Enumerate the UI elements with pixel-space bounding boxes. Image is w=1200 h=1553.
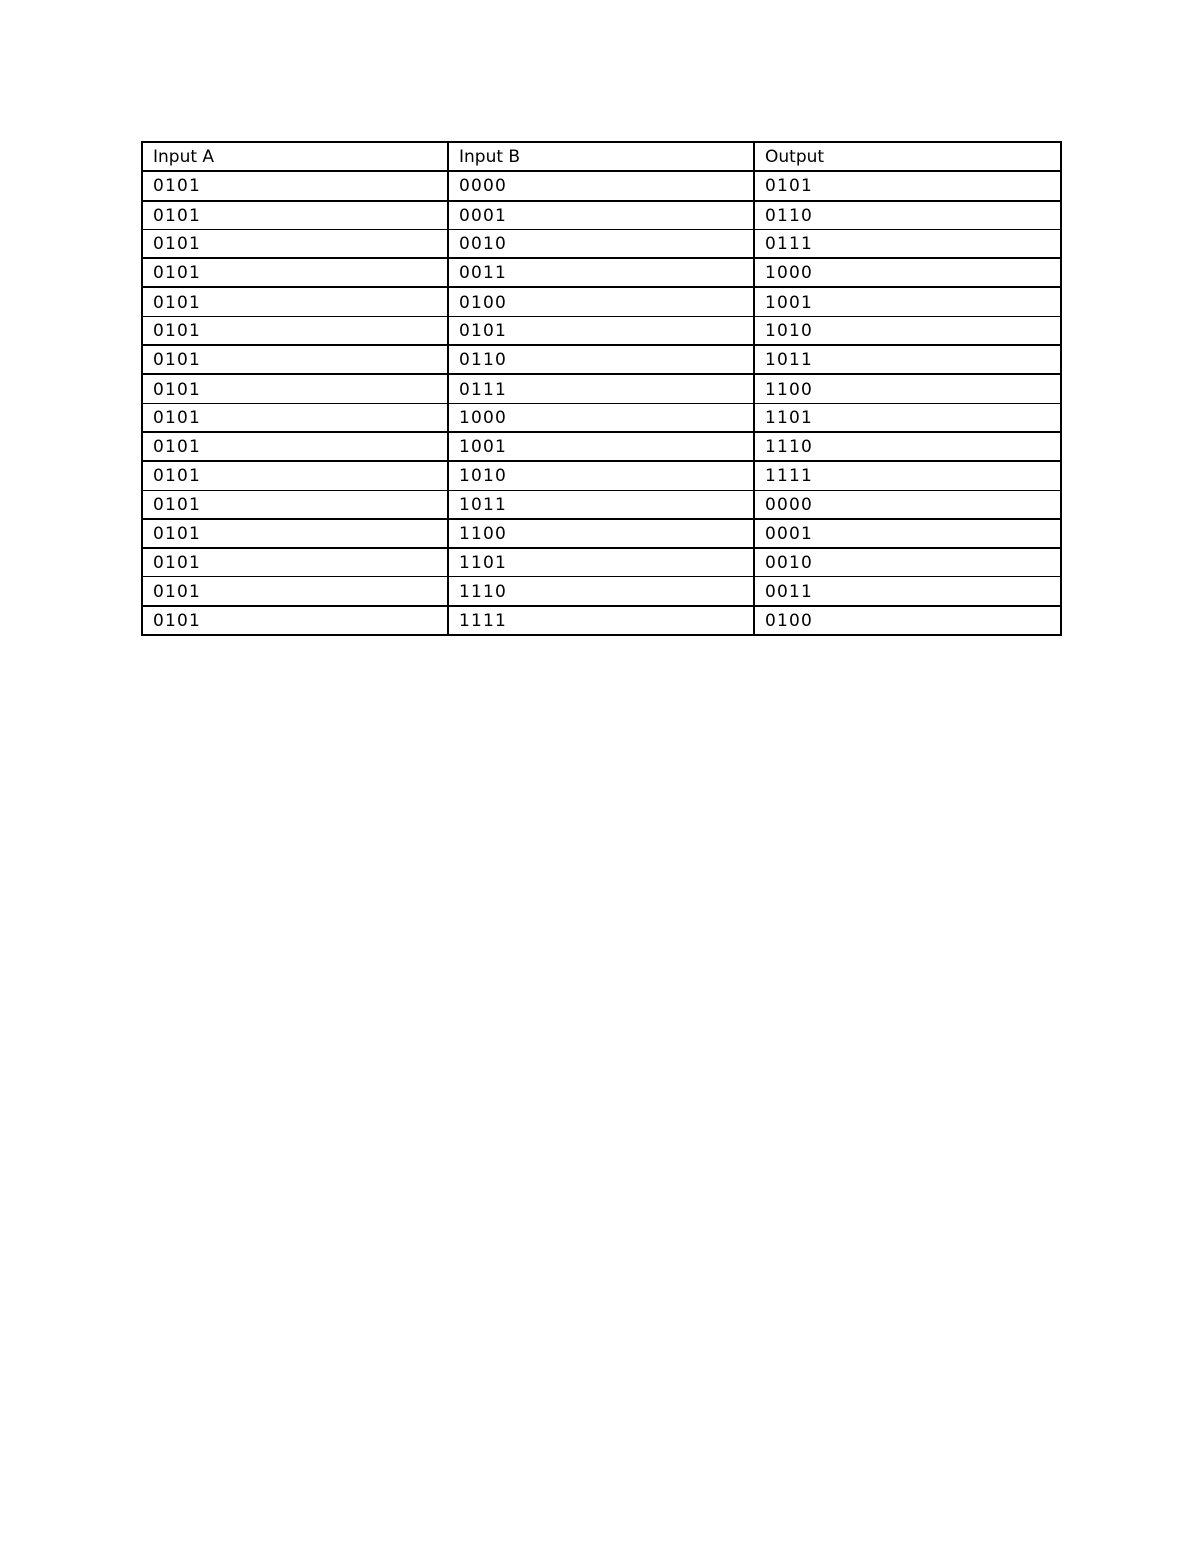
cell-output: 1001	[754, 287, 1061, 316]
cell-output: 0110	[754, 201, 1061, 230]
cell-input-b: 1001	[448, 432, 754, 461]
table-header	[142, 142, 1061, 171]
table-row	[142, 519, 1061, 548]
cell-output: 0010	[754, 548, 1061, 577]
cell-output: 1000	[754, 258, 1061, 287]
table-row	[142, 287, 1061, 316]
table-row	[142, 606, 1061, 635]
cell-input-b: 1010	[448, 461, 754, 490]
cell-input-b: 0110	[448, 345, 754, 374]
cell-input-a: 0101	[142, 229, 448, 258]
cell-input-b: 0111	[448, 374, 754, 403]
cell-input-b: 0011	[448, 258, 754, 287]
cell-output: 1010	[754, 316, 1061, 345]
cell-input-a: 0101	[142, 490, 448, 519]
header-output: Output	[754, 142, 1061, 171]
table-row	[142, 490, 1061, 519]
cell-input-a: 0101	[142, 345, 448, 374]
cell-input-b: 1110	[448, 577, 754, 606]
cell-output: 0011	[754, 577, 1061, 606]
cell-output: 1100	[754, 374, 1061, 403]
cell-input-a: 0101	[142, 519, 448, 548]
cell-input-b: 0010	[448, 229, 754, 258]
cell-input-b: 0001	[448, 201, 754, 230]
header-row	[142, 142, 1061, 171]
cell-input-a: 0101	[142, 374, 448, 403]
cell-input-a: 0101	[142, 258, 448, 287]
cell-output: 0000	[754, 490, 1061, 519]
table-row	[142, 374, 1061, 403]
cell-input-b: 1011	[448, 490, 754, 519]
cell-output: 0101	[754, 171, 1061, 200]
cell-output: 1101	[754, 403, 1061, 432]
table-row	[142, 229, 1061, 258]
cell-output: 0111	[754, 229, 1061, 258]
cell-input-b: 1000	[448, 403, 754, 432]
cell-input-a: 0101	[142, 577, 448, 606]
cell-input-a: 0101	[142, 316, 448, 345]
table-row	[142, 403, 1061, 432]
table-row	[142, 548, 1061, 577]
cell-input-a: 0101	[142, 287, 448, 316]
cell-output: 0001	[754, 519, 1061, 548]
header-input-b: Input B	[448, 142, 754, 171]
table-row	[142, 577, 1061, 606]
cell-input-a: 0101	[142, 403, 448, 432]
cell-input-b: 1100	[448, 519, 754, 548]
table-body	[142, 171, 1061, 635]
cell-input-a: 0101	[142, 461, 448, 490]
table-row	[142, 345, 1061, 374]
cell-input-a: 0101	[142, 432, 448, 461]
cell-output: 1110	[754, 432, 1061, 461]
cell-input-b: 1101	[448, 548, 754, 577]
cell-input-a: 0101	[142, 548, 448, 577]
table-row	[142, 432, 1061, 461]
cell-output: 0100	[754, 606, 1061, 635]
header-input-a: Input A	[142, 142, 448, 171]
cell-output: 1111	[754, 461, 1061, 490]
binary-addition-table	[141, 141, 1062, 636]
cell-input-a: 0101	[142, 201, 448, 230]
table-row	[142, 171, 1061, 200]
cell-input-b: 0100	[448, 287, 754, 316]
table-row	[142, 316, 1061, 345]
cell-input-b: 1111	[448, 606, 754, 635]
table-row	[142, 461, 1061, 490]
cell-input-a: 0101	[142, 606, 448, 635]
cell-output: 1011	[754, 345, 1061, 374]
table-row	[142, 201, 1061, 230]
table-row	[142, 258, 1061, 287]
cell-input-b: 0101	[448, 316, 754, 345]
cell-input-a: 0101	[142, 171, 448, 200]
cell-input-b: 0000	[448, 171, 754, 200]
